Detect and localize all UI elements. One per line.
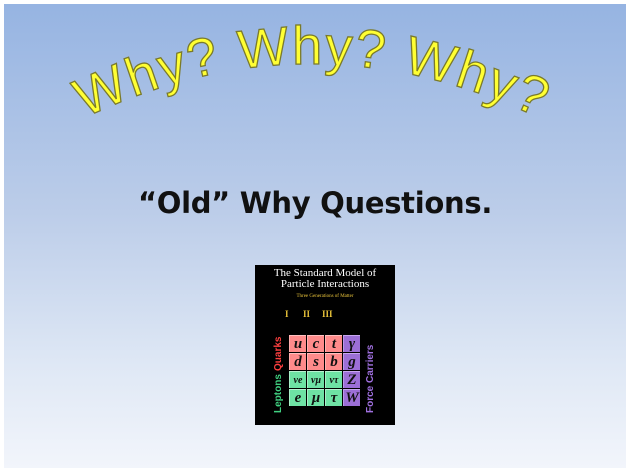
particle-photon: γ: [343, 335, 360, 352]
particle-electron-neutrino: νe: [289, 371, 306, 388]
label-quarks: Quarks: [273, 336, 284, 371]
sm-subheading: Three Generations of Matter: [296, 294, 354, 299]
slide-title: Why? Why? Why?: [65, 15, 560, 130]
particle-z-boson: Z: [343, 371, 360, 388]
sm-title-line1: The Standard Model of: [273, 267, 377, 279]
generation-label: I: [285, 309, 289, 319]
particle-electron: e: [289, 389, 306, 406]
particle-top: t: [325, 335, 342, 352]
label-force-carriers: Force Carriers: [365, 344, 376, 413]
label-leptons: Leptons: [273, 374, 284, 413]
title-wordart: [4, 4, 626, 174]
particle-up: u: [289, 335, 306, 352]
sm-title-line2: Particle Interactions: [280, 278, 370, 290]
particle-w-boson: W: [343, 389, 360, 406]
particle-tau: τ: [325, 389, 342, 406]
sm-title: [255, 268, 395, 290]
generation-label: II: [303, 309, 311, 319]
particle-strange: s: [307, 353, 324, 370]
slide-subtitle: “Old” Why Questions.: [137, 186, 493, 220]
slide: [4, 4, 626, 468]
particle-muon-neutrino: νμ: [307, 371, 324, 388]
standard-model-image: [255, 265, 395, 425]
particle-charm: c: [307, 335, 324, 352]
particle-down: d: [289, 353, 306, 370]
generation-label: III: [322, 309, 333, 319]
particle-tau-neutrino: ντ: [325, 371, 342, 388]
particle-bottom: b: [325, 353, 342, 370]
particle-gluon: g: [343, 353, 360, 370]
particle-muon: μ: [307, 389, 324, 406]
svg-text:Why? Why? Why?: [65, 16, 559, 129]
